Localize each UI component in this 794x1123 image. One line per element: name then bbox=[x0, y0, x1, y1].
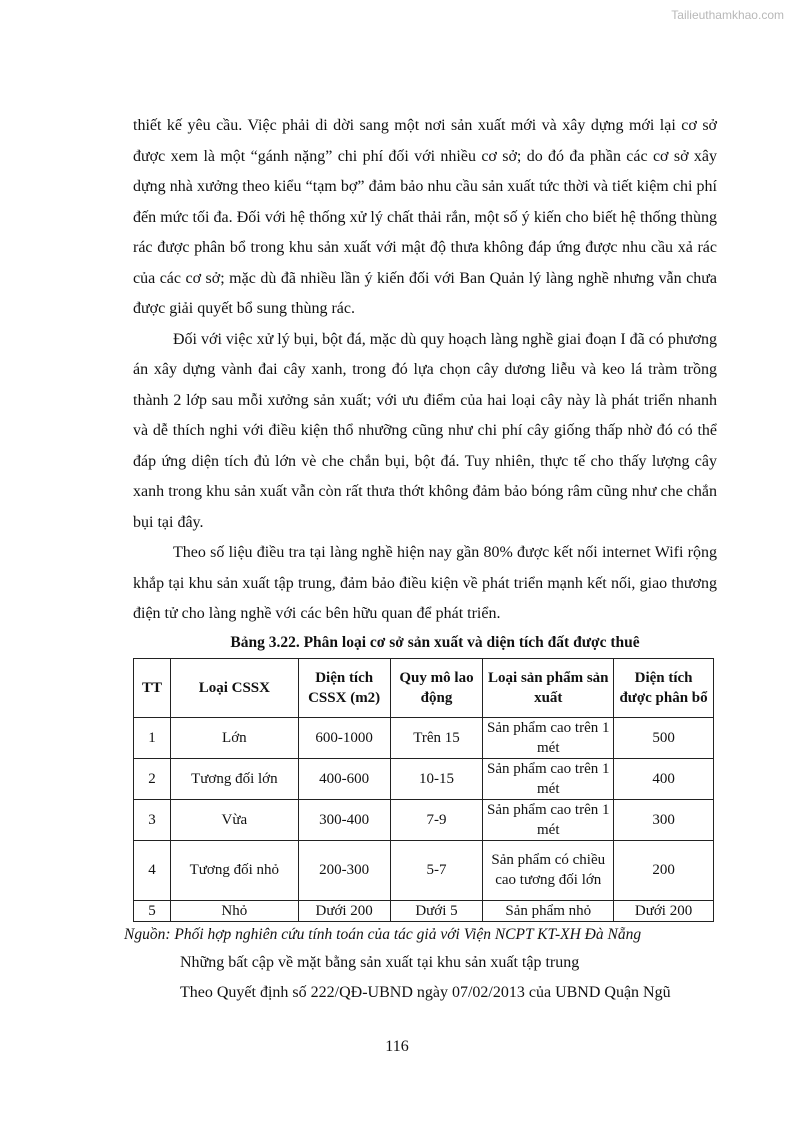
data-table bbox=[133, 658, 714, 922]
table-cell: 300-400 bbox=[298, 799, 390, 840]
table-cell: 400 bbox=[614, 758, 714, 799]
table-cell: 5-7 bbox=[390, 840, 483, 900]
section-heading: Những bất cập về mặt bằng sản xuất tại khu sản xuất tập trung bbox=[180, 953, 580, 971]
table-row bbox=[134, 900, 714, 921]
table-row bbox=[134, 799, 714, 840]
table-header-row bbox=[134, 658, 714, 717]
paragraph-2: Đối với việc xử lý bụi, bột đá, mặc dù quy hoạch làng nghề giai đoạn I đã có phương án xây dựng vành đai cây xanh, trong đó lựa chọn cây dương liễu và keo lá tràm trồng thành 2 lớp sau mỗi xưởng sản xuất; với ưu điểm của hai loại cây này là phát triển nhanh và dễ thích nghi với điều kiện thổ nhưỡng cũng như chi phí cây giống thấp nhờ đó có thể đáp ứng diện tích đủ lớn vè che chắn bụi, bột đá. Tuy nhiên, thực tế cho thấy lượng cây xanh trong khu sản xuất vẫn còn rất thưa thớt không đảm bảo bóng râm cũng như che chắn bụi tại đây. bbox=[133, 330, 717, 531]
table-cell: 5 bbox=[134, 900, 171, 921]
page-number: 116 bbox=[385, 1038, 409, 1055]
table-row bbox=[134, 717, 714, 758]
paragraph-3: Theo số liệu điều tra tại làng nghề hiện nay gần 80% được kết nối internet Wifi rộng khắp tại khu sản xuất tập trung, đảm bảo điều kiện về phát triển mạnh kết nối, giao thương điện tử cho làng nghề với các bên hữu quan để phát triển. bbox=[133, 544, 717, 622]
header-allocated: Diện tích được phân bổ bbox=[614, 658, 714, 717]
table-cell: Nhỏ bbox=[170, 900, 298, 921]
table-cell: 500 bbox=[614, 717, 714, 758]
table-cell: 2 bbox=[134, 758, 171, 799]
table-cell: Tương đối nhỏ bbox=[170, 840, 298, 900]
table-cell: 600-1000 bbox=[298, 717, 390, 758]
table-source: Nguồn: Phối hợp nghiên cứu tính toán của tác giả với Viện NCPT KT-XH Đà Nẵng bbox=[124, 925, 642, 943]
table-cell: 300 bbox=[614, 799, 714, 840]
table-cell: Sản phẩm cao trên 1 mét bbox=[483, 717, 614, 758]
paragraph-1: thiết kế yêu cầu. Việc phải di dời sang một nơi sản xuất mới và xây dựng mới lại cơ sở được xem là một “gánh nặng” chi phí đối với nhiều cơ sở; do đó đa phần các cơ sở xây dựng nhà xưởng theo kiểu “tạm bợ” đảm bảo nhu cầu sản xuất tức thời và tiết kiệm chi phí đến mức tối đa. Đối với hệ thống xử lý chất thải rắn, một số ý kiến cho biết hệ thống thùng rác được phân bổ trong khu sản xuất với mật độ thưa không đáp ứng được nhu cầu xả rác của các cơ sở; mặc dù đã nhiều lần ý kiến đối với Ban Quản lý làng nghề nhưng vẫn chưa được giải quyết bổ sung thùng rác. bbox=[133, 117, 717, 317]
table-row bbox=[134, 840, 714, 900]
table-cell: Dưới 200 bbox=[614, 900, 714, 921]
header-labor: Quy mô lao động bbox=[390, 658, 483, 717]
table-cell: 3 bbox=[134, 799, 171, 840]
table-cell: 400-600 bbox=[298, 758, 390, 799]
header-area: Diện tích CSSX (m2) bbox=[298, 658, 390, 717]
table-cell: Sản phẩm có chiều cao tương đối lớn bbox=[483, 840, 614, 900]
table-cell: 200-300 bbox=[298, 840, 390, 900]
table-cell: 1 bbox=[134, 717, 171, 758]
watermark: Tailieuthamkhao.com bbox=[671, 8, 784, 22]
table-cell: 7-9 bbox=[390, 799, 483, 840]
table-row bbox=[134, 758, 714, 799]
table-cell: Trên 15 bbox=[390, 717, 483, 758]
page-body bbox=[124, 111, 717, 1008]
paragraph-4: Theo Quyết định số 222/QĐ-UBND ngày 07/02/2013 của UBND Quận Ngũ bbox=[180, 983, 671, 1001]
table-caption: Bảng 3.22. Phân loại cơ sở sản xuất và diện tích đất được thuê bbox=[230, 633, 640, 651]
table-cell: Vừa bbox=[170, 799, 298, 840]
table-cell: Sản phẩm cao trên 1 mét bbox=[483, 799, 614, 840]
header-tt: TT bbox=[134, 658, 171, 717]
table-cell: Lớn bbox=[170, 717, 298, 758]
header-product: Loại sản phẩm sản xuất bbox=[483, 658, 614, 717]
header-type: Loại CSSX bbox=[170, 658, 298, 717]
table-cell: Dưới 5 bbox=[390, 900, 483, 921]
table-cell: Sản phẩm cao trên 1 mét bbox=[483, 758, 614, 799]
table-cell: 200 bbox=[614, 840, 714, 900]
table-cell: Tương đối lớn bbox=[170, 758, 298, 799]
table-cell: Dưới 200 bbox=[298, 900, 390, 921]
table-cell: Sản phẩm nhỏ bbox=[483, 900, 614, 921]
table-cell: 4 bbox=[134, 840, 171, 900]
table-cell: 10-15 bbox=[390, 758, 483, 799]
